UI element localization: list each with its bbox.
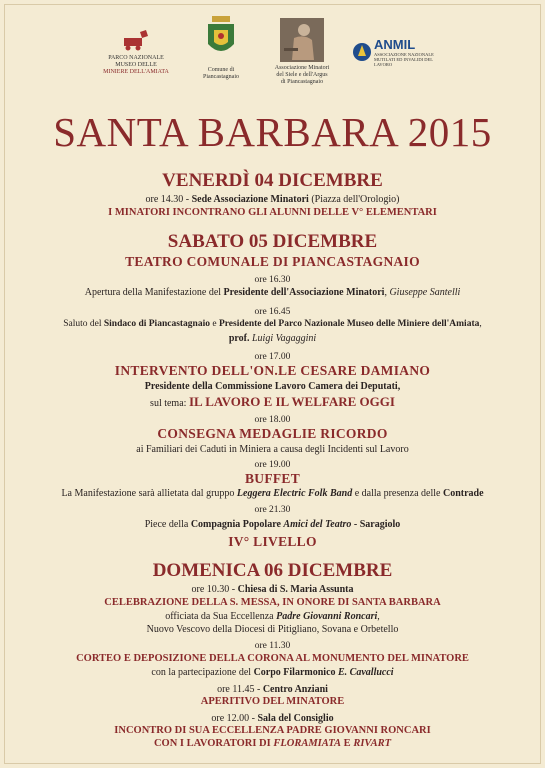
saturday-line-7 <box>0 519 545 530</box>
logo-row <box>0 14 545 84</box>
sunday-t4a: ore 12.00 - <box>211 713 258 724</box>
comune-line1: Comune di <box>207 67 235 73</box>
saturday-l2e: , <box>479 319 482 329</box>
intervento-heading: INTERVENTO DELL'ON.LE CESARE DAMIANO <box>114 363 431 378</box>
saturday-line-4 <box>0 394 545 410</box>
saturday-l7a: Piece della <box>144 519 191 530</box>
sunday-t4b: Sala del Consiglio <box>257 713 334 724</box>
saturday-time-5: ore 19.00 <box>254 460 291 470</box>
saturday-heading: SABATO 05 DICEMBRE <box>167 231 378 252</box>
saturday-line-2b <box>0 333 545 344</box>
saturday-line-6 <box>0 488 545 499</box>
incontro-heading-1: INCONTRO DI SUA ECCELLENZA PADRE GIOVANNI RONCARI <box>114 725 431 736</box>
associazione-line2: del Siele e dell'Argus <box>276 72 328 78</box>
associazione-logo <box>262 18 342 86</box>
sunday-heading: DOMENICA 06 DICEMBRE <box>152 560 393 581</box>
saturday-l7c: Amici del Teatro <box>283 519 352 530</box>
sunday-l3c: E. Cavallucci <box>338 667 394 678</box>
comune-line2: Piancastagnaio <box>203 74 239 80</box>
miner-cart-icon <box>122 28 150 52</box>
parco-line3: MINIERE DELL'AMIATA <box>103 69 169 75</box>
saturday-l1a: Apertura della Manifestazione del <box>84 287 224 298</box>
aperitivo-heading: APERITIVO DEL MINATORE <box>200 696 345 707</box>
friday-place-note: (Piazza dell'Orologio) <box>308 194 400 205</box>
sunday-line-2: Nuovo Vescovo della Diocesi di Pitigliano, Sovana e Orbetello <box>146 624 399 635</box>
comune-logo <box>196 14 246 81</box>
miner-statue-icon <box>280 18 324 62</box>
anmil-line1: ASSOCIAZIONE NAZIONALE <box>374 52 434 57</box>
saturday-l2g: Luigi Vagaggini <box>251 333 317 344</box>
saturday-l2b: Sindaco di Piancastagnaio <box>103 319 210 329</box>
anmil-line2: MUTILATI ED INVALIDI DEL LAVORO <box>374 57 433 67</box>
incontro2a: CON I LAVORATORI DI <box>153 738 274 749</box>
saturday-line-2 <box>0 319 545 329</box>
saturday-time-2: ore 16.45 <box>254 307 291 317</box>
saturday-l6b: Leggera Electric Folk Band <box>236 488 353 499</box>
corteo-heading: CORTEO E DEPOSIZIONE DELLA CORONA AL MONUMENTO DEL MINATORE <box>76 653 469 664</box>
saturday-l6d: Contrade <box>442 488 484 499</box>
parco-logo <box>96 28 176 76</box>
sunday-line-1 <box>0 611 545 622</box>
saturday-line-5: ai Familiari dei Caduti in Miniera a causa degli Incidenti sul Lavoro <box>136 444 409 455</box>
incontro2b: FLORAMIATA <box>273 738 342 749</box>
saturday-l7d: - Saragiolo <box>351 519 401 530</box>
saturday-venue: TEATRO COMUNALE DI PIANCASTAGNAIO <box>125 254 420 269</box>
saturday-l4a: sul tema: <box>150 398 189 409</box>
friday-event: I MINATORI INCONTRANO GLI ALUNNI DELLE V° ELEMENTARI <box>108 207 437 218</box>
saturday-l1c: , <box>384 287 390 298</box>
sunday-time-1 <box>0 584 545 595</box>
sunday-t1b: Chiesa di S. Maria Assunta <box>237 584 354 595</box>
livello-heading: IV° LIVELLO <box>228 534 317 549</box>
sunday-line-3 <box>0 667 545 678</box>
associazione-line1: Associazione Minatori <box>274 65 330 71</box>
incontro2d: RIVART <box>353 738 392 749</box>
anmil-emblem-icon <box>352 40 372 64</box>
saturday-line-1 <box>0 287 545 298</box>
saturday-theme: IL LAVORO E IL WELFARE OGGI <box>188 394 395 409</box>
saturday-l6a: La Manifestazione sarà allietata dal gruppo <box>61 488 237 499</box>
sunday-t3b: Centro Anziani <box>262 684 328 695</box>
coat-of-arms-icon <box>204 14 238 64</box>
saturday-l2a: Saluto del <box>63 319 104 329</box>
friday-place: Sede Associazione Minatori <box>191 194 309 205</box>
saturday-time-6: ore 21.30 <box>254 505 291 515</box>
saturday-l2c: e <box>209 319 219 329</box>
friday-time-line <box>0 194 545 205</box>
saturday-l7b: Compagnia Popolare <box>190 519 284 530</box>
parco-line1: PARCO NAZIONALE <box>108 55 164 61</box>
anmil-name: ANMIL <box>374 37 416 52</box>
sunday-l1c: , <box>377 611 380 622</box>
medaglie-heading: CONSEGNA MEDAGLIE RICORDO <box>157 426 388 441</box>
saturday-l1b: Presidente dell'Associazione Minatori <box>223 287 385 298</box>
associazione-line3: di Piancastagnaio <box>280 79 324 85</box>
saturday-time-1: ore 16.30 <box>254 275 291 285</box>
friday-time: ore 14.30 - <box>145 194 192 205</box>
saturday-time-3: ore 17.00 <box>254 352 291 362</box>
saturday-l1d: Giuseppe Santelli <box>389 287 461 298</box>
saturday-l2f: prof. <box>228 333 252 344</box>
buffet-heading: BUFFET <box>244 471 301 486</box>
incontro2c: E <box>341 738 354 749</box>
sunday-l1a: officiata da Sua Eccellenza <box>165 611 277 622</box>
messa-heading: CELEBRAZIONE DELLA S. MESSA, IN ONORE DI SANTA BARBARA <box>104 597 441 608</box>
incontro-heading-2 <box>0 738 545 749</box>
sunday-l1b: Padre Giovanni Roncari <box>276 611 378 622</box>
saturday-time-4: ore 18.00 <box>254 415 291 425</box>
saturday-line-3: Presidente della Commissione Lavoro Camera dei Deputati, <box>144 381 401 392</box>
sunday-t1a: ore 10.30 - <box>191 584 238 595</box>
sunday-time-4 <box>0 713 545 724</box>
saturday-l2d: Presidente del Parco Nazionale Museo delle Miniere dell'Amiata <box>218 319 480 329</box>
sunday-time-2: ore 11.30 <box>254 641 291 651</box>
sunday-l3b: Corpo Filarmonico <box>253 667 339 678</box>
saturday-l6c: e dalla presenza delle <box>352 488 443 499</box>
page-title: SANTA BARBARA 2015 <box>53 109 492 155</box>
parco-line2: MUSEO DELLE <box>115 62 157 68</box>
anmil-logo <box>352 38 452 67</box>
sunday-l3a: con la partecipazione del <box>151 667 254 678</box>
sunday-t3a: ore 11.45 - <box>217 684 263 695</box>
sunday-time-3 <box>0 684 545 695</box>
friday-heading: VENERDÌ 04 DICEMBRE <box>162 170 383 191</box>
